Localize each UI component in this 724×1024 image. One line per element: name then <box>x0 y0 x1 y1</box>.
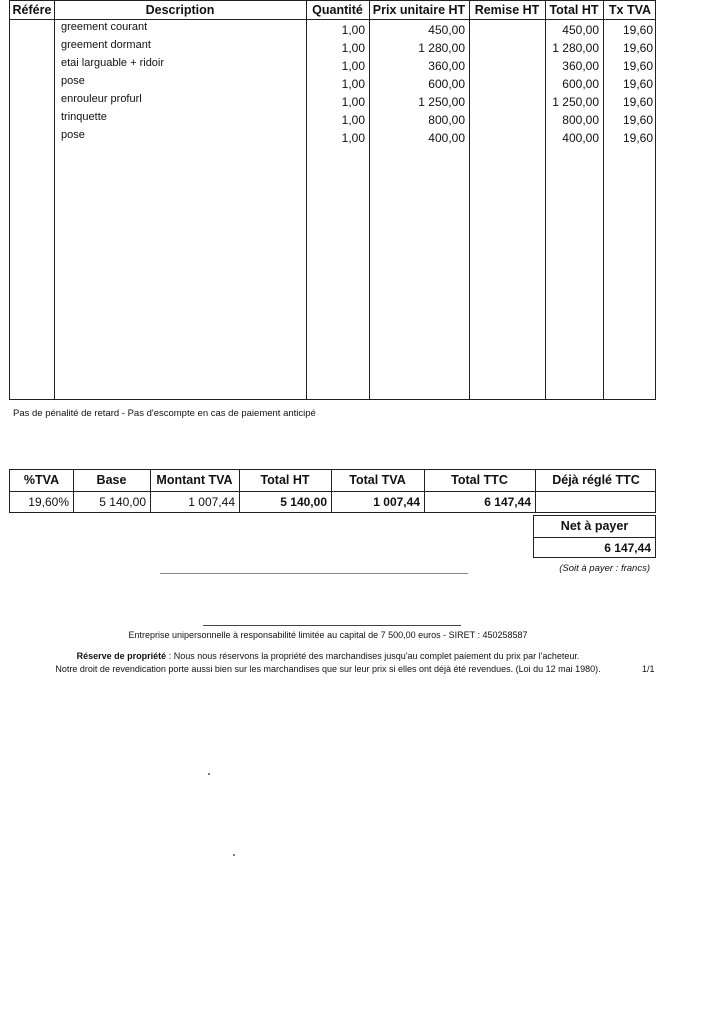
row-total: 450,00 <box>562 23 599 37</box>
header-total: Total HT <box>549 3 599 17</box>
vat-header-total-vat: Total TVA <box>349 473 406 487</box>
revendication-clause: Notre droit de revendication porte aussi bien sur les marchandises que sur leur prix si elles ont déjà été revendues. (Loi du 12 mai 1980). <box>55 664 601 674</box>
vat-value-total-ht: 5 140,00 <box>280 495 327 509</box>
vat-header-amount: Montant TVA <box>156 473 233 487</box>
row-total: 1 280,00 <box>552 41 599 55</box>
table-row <box>10 38 655 56</box>
row-vat-rate: 19,60 <box>622 131 653 145</box>
row-unit-price: 1 280,00 <box>418 41 465 55</box>
row-quantity: 1,00 <box>341 59 365 73</box>
vat-summary-table <box>9 469 656 513</box>
header-description: Description <box>145 3 215 17</box>
scan-speck <box>233 854 235 856</box>
row-unit-price: 400,00 <box>428 131 465 145</box>
row-description: enrouleur profurl <box>61 93 142 105</box>
footer-divider-line <box>203 625 461 626</box>
net-to-pay-value: 6 147,44 <box>604 541 651 555</box>
page-number: 1/1 <box>642 664 655 674</box>
net-to-pay-label: Net à payer <box>560 519 629 533</box>
vat-header-pct: %TVA <box>23 473 60 487</box>
vat-value-total-vat: 1 007,44 <box>373 495 420 509</box>
table-row <box>10 56 655 74</box>
row-unit-price: 450,00 <box>428 23 465 37</box>
row-vat-rate: 19,60 <box>622 41 653 55</box>
row-unit-price: 1 250,00 <box>418 95 465 109</box>
row-vat-rate: 19,60 <box>622 59 653 73</box>
vat-header-already-paid: Déjà réglé TTC <box>552 473 640 487</box>
divider-line <box>160 573 468 574</box>
scan-speck <box>208 773 210 775</box>
table-row <box>10 92 655 110</box>
table-row <box>10 74 655 92</box>
vat-header-total-ht: Total HT <box>260 473 310 487</box>
table-row <box>10 20 655 38</box>
row-total: 600,00 <box>562 77 599 91</box>
row-description: pose <box>61 75 85 87</box>
header-unit-price: Prix unitaire HT <box>372 3 466 17</box>
row-total: 360,00 <box>562 59 599 73</box>
net-to-pay-box <box>533 515 656 558</box>
header-quantity: Quantité <box>312 3 363 17</box>
reservation-text: : Nous nous réservons la propriété des marchandises jusqu'au complet paiement du prix par l'acheteur. <box>166 651 580 661</box>
vat-value-amount: 1 007,44 <box>188 495 235 509</box>
vat-header-total-ttc: Total TTC <box>451 473 508 487</box>
reservation-label: Réserve de propriété <box>76 651 167 661</box>
row-unit-price: 600,00 <box>428 77 465 91</box>
row-description: pose <box>61 129 85 141</box>
reservation-clause <box>0 651 690 661</box>
row-description: trinquette <box>61 111 107 123</box>
row-unit-price: 360,00 <box>428 59 465 73</box>
row-quantity: 1,00 <box>341 23 365 37</box>
row-vat-rate: 19,60 <box>622 77 653 91</box>
row-vat-rate: 19,60 <box>622 95 653 109</box>
row-total: 1 250,00 <box>552 95 599 109</box>
row-vat-rate: 19,60 <box>622 113 653 127</box>
row-vat-rate: 19,60 <box>622 23 653 37</box>
vat-value-already-paid <box>535 492 653 512</box>
row-description: greement courant <box>61 21 148 33</box>
vat-value-total-ttc: 6 147,44 <box>484 495 531 509</box>
row-total: 400,00 <box>562 131 599 145</box>
row-quantity: 1,00 <box>341 77 365 91</box>
payment-note: Pas de pénalité de retard - Pas d'escompte en cas de paiement anticipé <box>13 408 316 419</box>
vat-value-base: 5 140,00 <box>99 495 146 509</box>
row-quantity: 1,00 <box>341 113 365 127</box>
invoice-items-table <box>9 0 656 400</box>
row-description: etai larguable + ridoir <box>61 57 165 69</box>
header-reference: Référe <box>12 3 52 17</box>
francs-note: (Soit à payer : francs) <box>559 563 650 574</box>
row-quantity: 1,00 <box>341 41 365 55</box>
header-vat-rate: Tx TVA <box>608 3 652 17</box>
header-discount: Remise HT <box>474 3 540 17</box>
row-unit-price: 800,00 <box>428 113 465 127</box>
row-total: 800,00 <box>562 113 599 127</box>
vat-header-base: Base <box>96 473 127 487</box>
table-row <box>10 110 655 128</box>
row-quantity: 1,00 <box>341 95 365 109</box>
vat-value-pct: 19,60% <box>28 495 69 509</box>
company-legal-line: Entreprise unipersonnelle à responsabilité limitée au capital de 7 500,00 euros - SIRET : 450258587 <box>128 630 528 640</box>
table-row <box>10 128 655 146</box>
row-description: greement dormant <box>61 39 151 51</box>
row-quantity: 1,00 <box>341 131 365 145</box>
